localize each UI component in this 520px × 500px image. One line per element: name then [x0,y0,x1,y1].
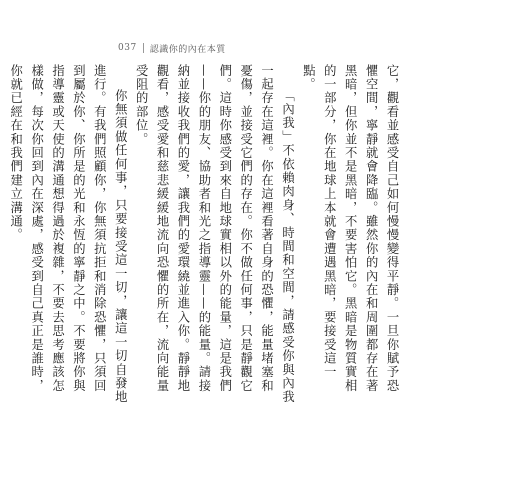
body-text [8,64,402,404]
header-divider [143,43,144,53]
paragraph: 「內我」不依賴肉身、時間和空間，請感受你與內我一起存在這裡。你在這裡看著自身的恐懼，能量堵塞和憂傷，並接受它們的存在。你不做任何事，只是靜觀它們。這時你感受到來自地球實相以外的能量，這是我們——你的朋友、協助者和光之指導靈——的能量。請接納並接收我們的愛，讓我們的愛環繞並進入你。靜靜地觀看，感受愛和慈悲緩緩地流向恐懼的所在，流向能量受阻的部位。 [134,64,295,404]
paragraph: 你無須做任何事，只要接受這一切，讓這一切自發地進行。有我們照顧你，你無須抗拒和消除恐懼，只須回到屬於你、你所是的光和永恆的寧靜之中。不要將你與指導靈或天使的溝通想得過於複雜，不要去思考應該怎樣做，每次你回到內在深處，感受到自己真正是誰時，你就已經在和我們建立溝通。 [8,64,128,404]
page-header [118,40,226,56]
chapter-title: 認識你的內在本質 [149,44,226,55]
page-number: 037 [118,43,137,53]
paragraph: 它，觀看並感受自己如何慢慢變得平靜。一旦你賦予恐懼空間，寧靜就會降臨。雖然你的內在和周圍都存在著黑暗，但你並不是黑暗，不要害怕它。黑暗是物質實相的一部分，你在地球上本就會遭遇黑暗，要接受這一點。 [301,64,399,393]
